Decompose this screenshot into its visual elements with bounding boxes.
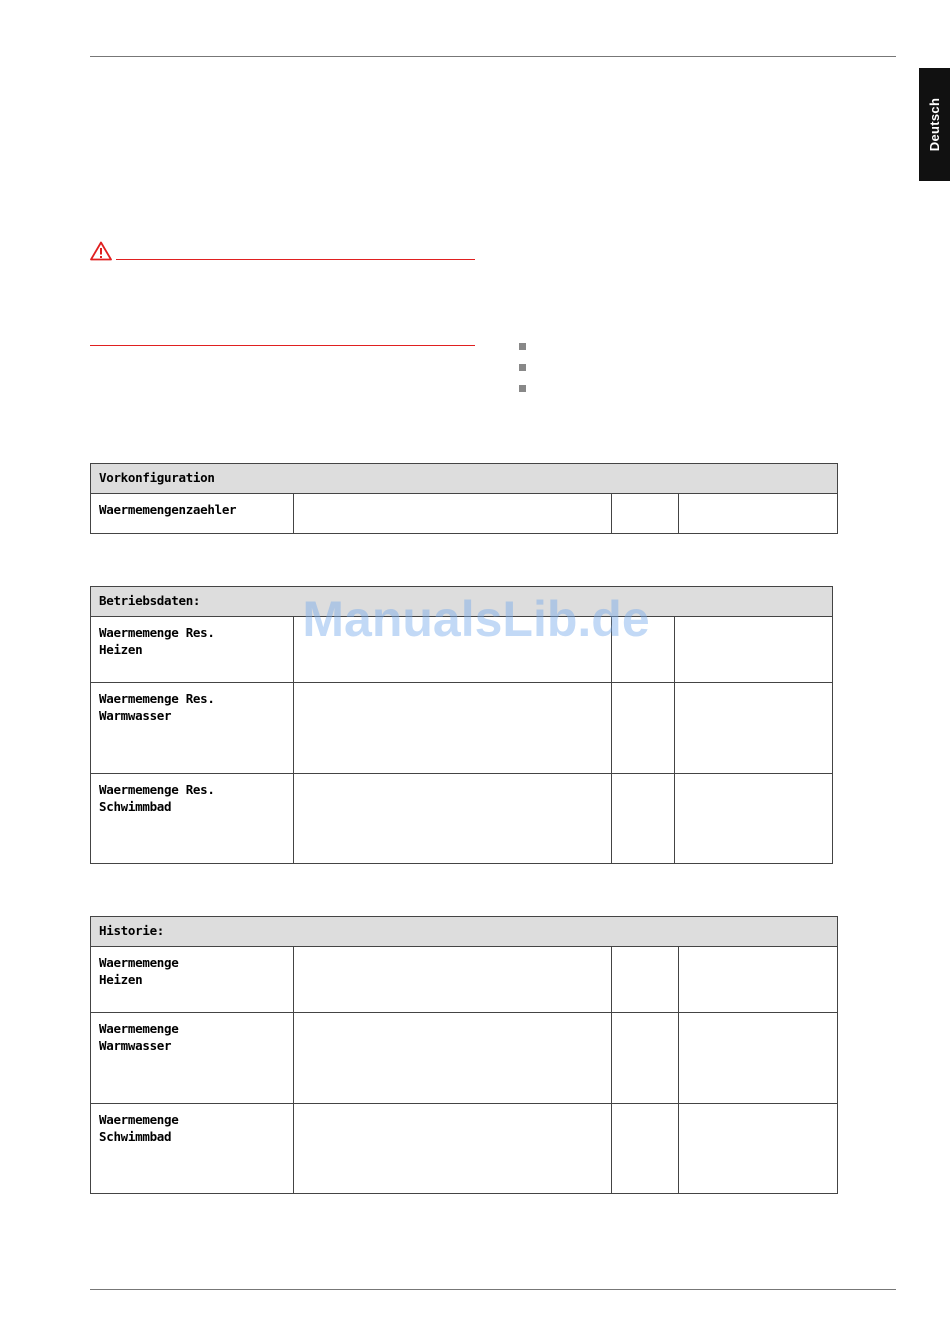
table-header: Historie: xyxy=(91,917,838,947)
table-header: Vorkonfiguration xyxy=(91,464,838,494)
parameter-setting xyxy=(675,683,833,774)
vorkonfiguration-table xyxy=(90,463,838,534)
parameter-name: Waermemenge Res. Warmwasser xyxy=(91,683,294,774)
parameter-setting xyxy=(679,947,838,1013)
parameter-description xyxy=(294,774,612,864)
parameter-description xyxy=(294,683,612,774)
parameter-setting xyxy=(679,1013,838,1104)
list-bullet xyxy=(519,364,526,371)
parameter-setting xyxy=(675,617,833,683)
warning-top-line xyxy=(116,259,475,260)
parameter-name: Waermemenge Res. Schwimmbad xyxy=(91,774,294,864)
parameter-value xyxy=(612,774,675,864)
warning-triangle-icon xyxy=(90,241,112,261)
parameter-name: Waermemengenzaehler xyxy=(91,494,294,534)
top-rule xyxy=(90,56,896,57)
bottom-rule xyxy=(90,1289,896,1290)
parameter-setting xyxy=(675,774,833,864)
parameter-description xyxy=(294,947,612,1013)
parameter-description xyxy=(294,494,612,534)
watermark: ManualsLib.de xyxy=(302,591,650,647)
parameter-name: Waermemenge Res. Heizen xyxy=(91,617,294,683)
list-bullet xyxy=(519,343,526,350)
parameter-description xyxy=(294,1013,612,1104)
parameter-value xyxy=(612,947,679,1013)
parameter-description xyxy=(294,1104,612,1194)
parameter-name: Waermemenge Warmwasser xyxy=(91,1013,294,1104)
parameter-value xyxy=(612,683,675,774)
language-tab-label: Deutsch xyxy=(927,97,943,152)
parameter-value xyxy=(612,1104,679,1194)
parameter-name: Waermemenge Heizen xyxy=(91,947,294,1013)
historie-table xyxy=(90,916,838,1194)
parameter-setting xyxy=(679,1104,838,1194)
parameter-setting xyxy=(679,494,838,534)
parameter-value xyxy=(612,1013,679,1104)
list-bullet xyxy=(519,385,526,392)
table-header: Betriebsdaten: xyxy=(91,587,833,617)
parameter-value xyxy=(612,494,679,534)
language-tab[interactable] xyxy=(919,68,950,181)
warning-bottom-line xyxy=(90,345,475,346)
parameter-name: Waermemenge Schwimmbad xyxy=(91,1104,294,1194)
